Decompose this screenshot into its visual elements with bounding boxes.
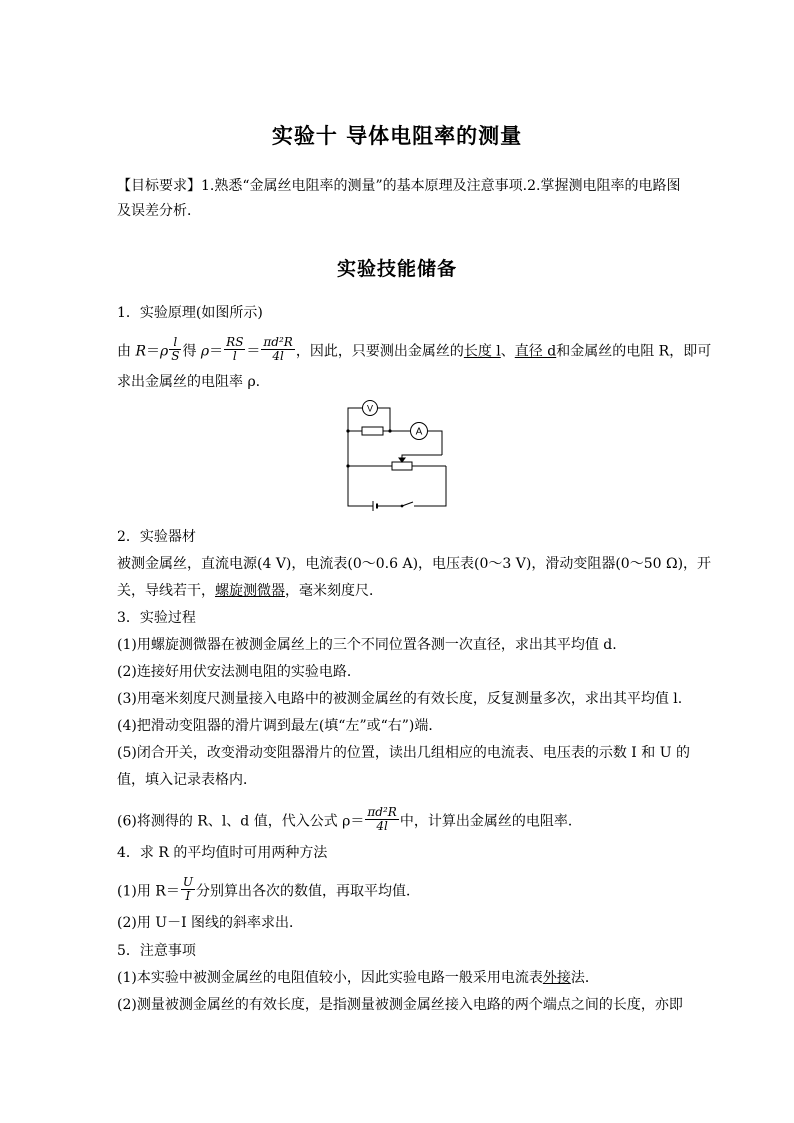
page-title: 实验十 导体电阻率的测量 (271, 124, 523, 148)
f-pre: 由 (117, 343, 136, 360)
f-r: R (135, 343, 146, 360)
junction-dot (388, 429, 391, 432)
s3-step-5b: 值，填入记录表格内． (117, 772, 257, 788)
underline-diameter: 直径 d (514, 343, 557, 360)
s3-step-3: (3)用毫米刻度尺测量接入电路中的被测金属丝的有效长度，反复测量多次，求出其平均值 l. (117, 691, 683, 707)
underline-micrometer: 螺旋测微器 (215, 583, 285, 599)
f-eq3: ＝ (246, 343, 261, 360)
f-tail: 和金属丝的电阻 R，即可 (556, 343, 712, 360)
s3-p6-post: 中，计算出金属丝的电阻率． (399, 813, 582, 830)
f-sep: 、 (500, 343, 515, 360)
fraction-pi-d2-r (261, 336, 294, 363)
f-eq2: ＝ (209, 343, 224, 360)
s3-step-1: (1)用螺旋测微器在被测金属丝上的三个不同位置各测一次直径，求出其平均值 d. (117, 637, 617, 653)
circuit-diagram (340, 398, 455, 513)
underline-length: 长度 l (463, 343, 501, 360)
section-title: 实验技能储备 (336, 258, 457, 280)
f-eq: ＝ (146, 343, 160, 360)
voltmeter-label: V (366, 403, 374, 414)
s5-note-1 (117, 968, 599, 988)
s3-step-6 (117, 805, 582, 835)
f-de: 得 (182, 343, 201, 360)
frac-den: 4l (272, 349, 284, 363)
ammeter-label: A (415, 426, 423, 438)
wire (348, 408, 362, 431)
s3-step-2: (2)连接好用伏安法测电阻的实验电路． (117, 664, 361, 680)
s4-heading: 4．求 R 的平均值时可用两种方法 (117, 845, 328, 861)
s1-formula-line (117, 335, 712, 365)
rheostat-rect (392, 462, 412, 470)
s3-heading: 3．实验过程 (117, 610, 196, 626)
s5-heading: 5．注意事项 (117, 943, 196, 959)
s1-line-3: 求出金属丝的电阻率 ρ. (117, 374, 261, 390)
s5-note-2: (2)测量被测金属丝的有效长度，是指测量被测金属丝接入电路的两个端点之间的长度，亦即 (117, 997, 683, 1013)
frac-den: 4l (376, 819, 388, 833)
s5-n1-pre: (1)本实验中被测金属丝的电阻值较小，因此实验电路一般采用电流表 (117, 970, 543, 986)
f-rho: ρ (160, 343, 169, 360)
underline-external: 外接 (542, 970, 571, 986)
f-rho2: ρ (200, 343, 210, 360)
s2-line2-post: ，毫米刻度尺． (285, 583, 383, 599)
resistor-rect (362, 427, 383, 435)
rheostat-slider-arrow (399, 458, 405, 462)
s3-p6-pre: (6)将测得的 R、l、d 值，代入公式 ρ＝ (117, 813, 365, 830)
fraction-p6 (365, 806, 398, 833)
fraction-rs-over-l (224, 336, 245, 363)
wire (348, 431, 373, 506)
switch-pivot-dot (401, 505, 404, 508)
s2-line-1: 被测金属丝，直流电源(4 V)，电流表(0～0.6 A)，电压表(0～3 V)，滑动变阻器(0～50 Ω)，开 (117, 556, 712, 572)
switch-blade (402, 502, 413, 506)
wire (414, 466, 446, 506)
frac-num: πd²R (263, 335, 293, 349)
s3-step-5a: (5)闭合开关，改变滑动变阻器滑片的位置，读出几组相应的电流表、电压表的示数 I 和 U 的 (117, 745, 690, 761)
s5-n1-post: 法． (570, 970, 599, 986)
wire (428, 431, 442, 455)
s4-m1-pre: (1)用 R＝ (117, 883, 180, 900)
f-mid: ，因此，只要测出金属丝的 (295, 343, 464, 360)
goal-line-2: 及误差分析． (117, 203, 201, 219)
s2-heading: 2．实验器材 (117, 529, 196, 545)
frac-num: l (169, 336, 181, 350)
fraction-l-over-s (169, 336, 181, 363)
goal-text-1: 1.熟悉“金属丝电阻率的测量”的基本原理及注意事项.2.掌握测电阻率的电路图 (201, 178, 681, 194)
s3-step-4: (4)把滑动变阻器的滑片调到最左(填“左”或“右”)端． (117, 718, 443, 734)
s4-method-2: (2)用 U－I 图线的斜率求出． (117, 915, 304, 931)
junction-dot (346, 429, 349, 432)
goal-tag: 【目标要求】 (117, 178, 201, 194)
s1-heading: 1．实验原理(如图所示) (117, 305, 263, 321)
s2-line-2 (117, 581, 383, 601)
frac-den: I (185, 889, 191, 903)
s2-line2-pre: 关，导线若干， (117, 583, 215, 599)
frac-num: RS (226, 335, 244, 349)
goal-line-1 (117, 176, 680, 196)
frac-num: U (182, 875, 193, 889)
s4-method-1 (117, 875, 420, 905)
frac-num: πd²R (367, 805, 397, 819)
fraction-u-over-i (181, 876, 195, 903)
rheostat-slider-wire (402, 455, 442, 461)
frac-den: l (232, 349, 237, 363)
s4-m1-post: 分别算出各次的数值，再取平均值． (195, 883, 420, 900)
junction-dot (346, 464, 349, 467)
frac-den: S (171, 349, 180, 363)
wire (378, 408, 390, 431)
